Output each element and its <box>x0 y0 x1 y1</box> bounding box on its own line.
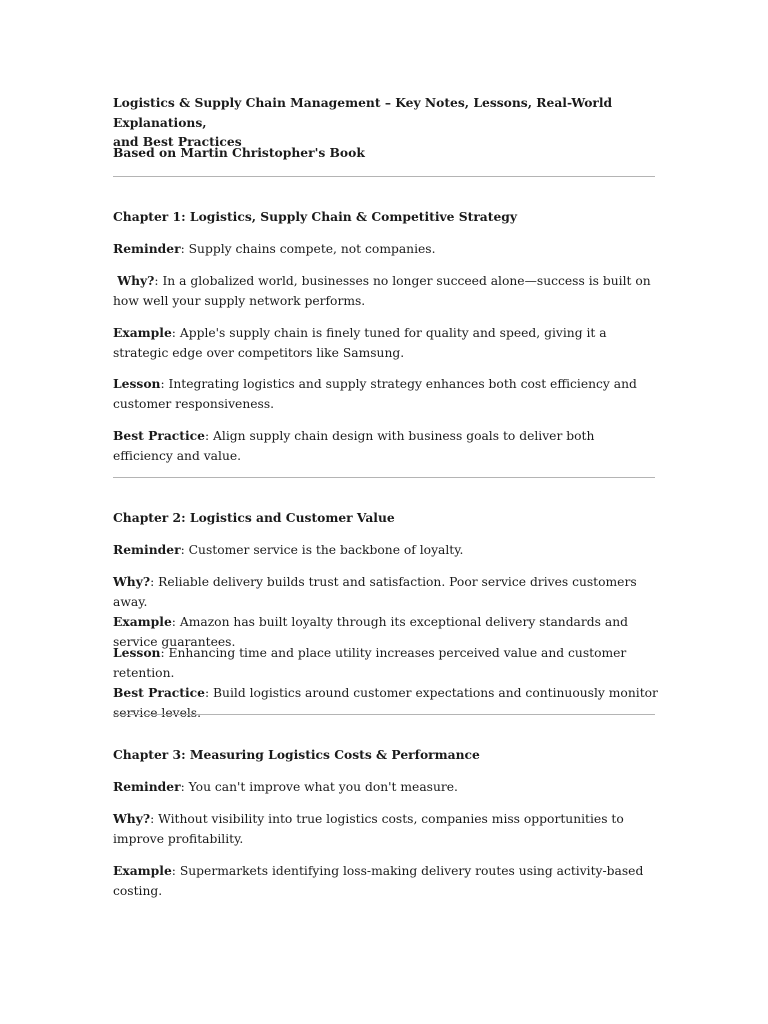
chapter-1-example <box>113 323 658 363</box>
reminder-text: : Customer service is the backbone of loyalty. <box>180 543 464 557</box>
chapter-2-why <box>113 572 658 612</box>
example-label: Example <box>113 325 172 340</box>
reminder-label: Reminder <box>113 779 181 794</box>
chapter-2-heading: Chapter 2: Logistics and Customer Value <box>113 510 395 525</box>
chapter-2-lesson-best <box>113 643 658 723</box>
chapter-3-reminder <box>113 777 658 798</box>
chapter-2-lesson <box>113 643 658 683</box>
why-label: Why? <box>113 811 151 826</box>
best-practice-text: : Align supply chain design with business goals to deliver both efficiency and value. <box>113 429 595 463</box>
why-text: : Reliable delivery builds trust and satisfaction. Poor service drives customers away. <box>113 575 637 609</box>
chapter-2-why-example <box>113 572 658 652</box>
example-label: Example <box>113 614 172 629</box>
chapter-1-best-practice <box>113 426 658 466</box>
chapter-1-heading: Chapter 1: Logistics, Supply Chain & Competitive Strategy <box>113 209 518 224</box>
chapter-2-best-practice <box>113 683 658 723</box>
best-practice-label: Best Practice <box>113 428 205 443</box>
divider <box>113 477 655 478</box>
why-text: : Without visibility into true logistics costs, companies miss opportunities to improve profitability. <box>113 812 624 846</box>
divider <box>113 714 655 715</box>
example-text: : Apple's supply chain is finely tuned for quality and speed, giving it a strategic edge over competitors like Samsung. <box>113 326 607 360</box>
lesson-text: : Enhancing time and place utility increases perceived value and customer retention. <box>113 646 627 680</box>
chapter-1-reminder <box>113 239 658 260</box>
why-text: : In a globalized world, businesses no longer succeed alone—success is built on how well your supply network performs. <box>113 274 655 308</box>
reminder-text: : Supply chains compete, not companies. <box>180 242 436 256</box>
title-line-2: and Best Practices <box>113 134 242 149</box>
why-label: Why? <box>113 574 151 589</box>
chapter-3-example <box>113 861 658 901</box>
example-text: : Amazon has built loyalty through its exceptional delivery standards and service guarantees. <box>113 615 628 649</box>
lesson-text: : Integrating logistics and supply strategy enhances both cost efficiency and customer responsiveness. <box>113 377 637 411</box>
example-label: Example <box>113 863 172 878</box>
chapter-1-lesson <box>113 374 658 414</box>
lesson-label: Lesson <box>113 645 161 660</box>
chapter-2-reminder <box>113 540 658 561</box>
best-practice-label: Best Practice <box>113 685 205 700</box>
best-practice-text: : Build logistics around customer expectations and continuously monitor service levels. <box>113 686 658 720</box>
document-subtitle: Based on Martin Christopher's Book <box>113 145 365 160</box>
divider <box>113 176 655 177</box>
example-text: : Supermarkets identifying loss-making delivery routes using activity-based costing. <box>113 864 644 898</box>
why-label: Why? <box>113 273 155 288</box>
reminder-label: Reminder <box>113 241 181 256</box>
chapter-3-heading: Chapter 3: Measuring Logistics Costs & Performance <box>113 747 480 762</box>
lesson-label: Lesson <box>113 376 161 391</box>
chapter-1-why <box>113 271 658 311</box>
title-line-1: Logistics & Supply Chain Management – Key Notes, Lessons, Real-World Explanations, <box>113 95 613 130</box>
reminder-text: : You can't improve what you don't measure. <box>180 780 458 794</box>
reminder-label: Reminder <box>113 542 181 557</box>
chapter-3-why <box>113 809 658 849</box>
